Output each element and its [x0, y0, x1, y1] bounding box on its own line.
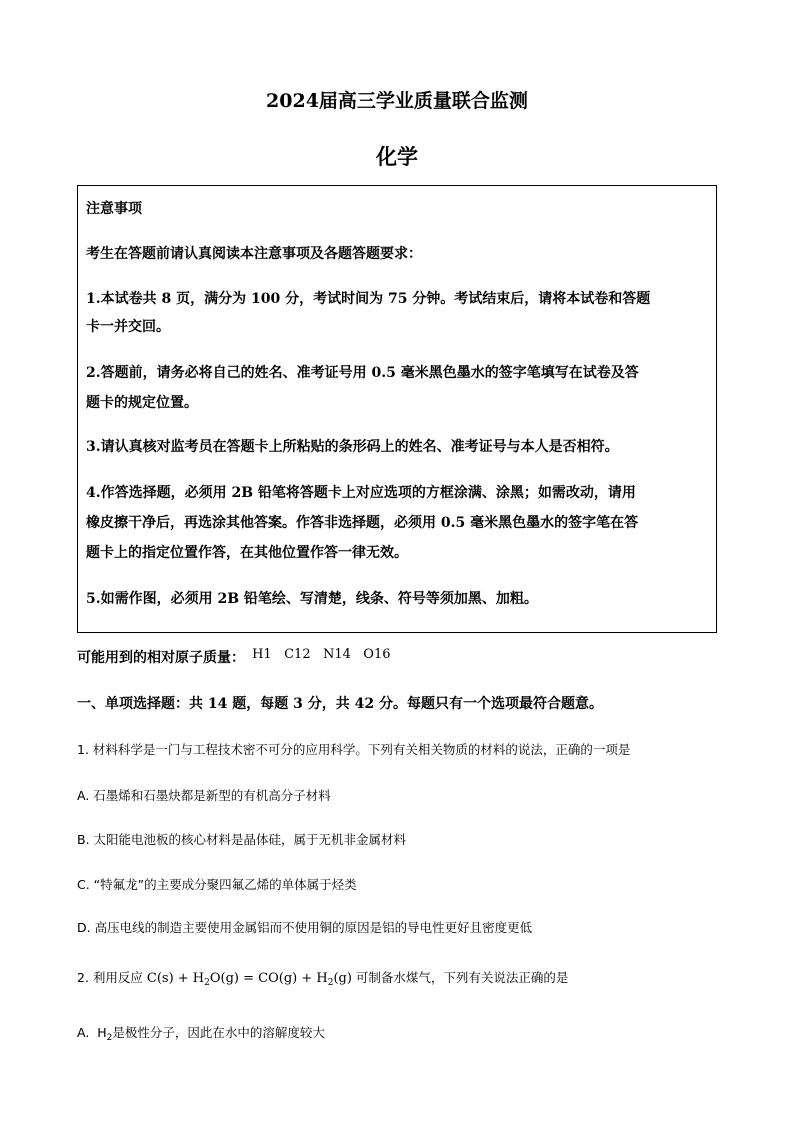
notice-item-1-line-2: 卡一并交回。 [86, 319, 170, 335]
q1-option-a: A. 石墨烯和石墨炔都是新型的有机高分子材料 [77, 788, 331, 803]
notice-item-4-line-1: 4.作答选择题，必须用 2B 铅笔将答题卡上对应选项的方框涂满、涂黑；如需改动，请用 [86, 485, 636, 501]
section-1-heading: 一、单项选择题：共 14 题，每题 3 分，共 42 分。每题只有一个选项最符合题意。 [77, 696, 603, 712]
notice-intro: 考生在答题前请认真阅读本注意事项及各题答题要求： [86, 246, 422, 262]
exam-title: 2024届高三学业质量联合监测 [266, 90, 528, 112]
q2-option-a-subscript: 2 [106, 1033, 113, 1043]
q2-option-a-prefix: A. H [77, 1025, 107, 1040]
notice-box [77, 185, 717, 633]
atomic-mass-label: 可能用到的相对原子质量： [77, 650, 245, 666]
atomic-mass-line [77, 647, 391, 667]
notice-item-4-line-3: 题卡上的指定位置作答，在其他位置作答一律无效。 [86, 545, 408, 561]
notice-heading: 注意事项 [86, 201, 142, 217]
atomic-mass-values: H1 C12 N14 O16 [252, 647, 391, 662]
q2-eq-part: O(g) = CO(g) + H [209, 971, 328, 986]
notice-item-4-line-2: 橡皮擦干净后，再选涂其他答案。作答非选择题，必须用 0.5 毫米黑色墨水的签字笔在答 [86, 515, 639, 531]
q2-stem-suffix: 可制备水煤气，下列有关说法正确的是 [351, 970, 569, 985]
notice-item-3: 3.请认真核对监考员在答题卡上所粘贴的条形码上的姓名、准考证号与本人是否相符。 [86, 439, 619, 455]
q2-eq-part: C(s) + H [146, 971, 205, 986]
q2-eq-subscript: 2 [204, 978, 210, 988]
notice-item-1-line-1: 1.本试卷共 8 页，满分为 100 分，考试时间为 75 分钟。考试结束后，请将本试卷和答题 [86, 291, 651, 307]
q2-stem-prefix: 2. 利用反应 [77, 970, 147, 985]
notice-item-2-line-2: 题卡的规定位置。 [86, 395, 198, 411]
q1-option-d: D. 高压电线的制造主要使用金属铝而不使用铜的原因是铝的导电性更好且密度更低 [77, 920, 533, 935]
subject-title: 化学 [376, 144, 418, 169]
q2-option-a-text: 是极性分子，因此在水中的溶解度较大 [112, 1025, 325, 1040]
notice-item-2-line-1: 2.答题前，请务必将自己的姓名、准考证号用 0.5 毫米黑色墨水的签字笔填写在试卷及答 [86, 365, 639, 381]
q1-stem: 1. 材料科学是一门与工程技术密不可分的应用科学。下列有关相关物质的材料的说法，正确的一项是 [77, 742, 631, 757]
q1-option-b: B. 太阳能电池板的核心材料是晶体硅，属于无机非金属材料 [77, 832, 407, 847]
notice-item-5: 5.如需作图，必须用 2B 铅笔绘、写清楚，线条、符号等须加黑、加粗。 [86, 591, 538, 607]
q2-eq-part: (g) [333, 971, 352, 986]
q2-option-a [77, 1023, 325, 1041]
q2-equation [147, 971, 352, 986]
q2-stem [77, 968, 568, 986]
q1-option-c: C. “特氟龙”的主要成分聚四氟乙烯的单体属于烃类 [77, 877, 357, 892]
q2-eq-subscript: 2 [327, 978, 334, 988]
